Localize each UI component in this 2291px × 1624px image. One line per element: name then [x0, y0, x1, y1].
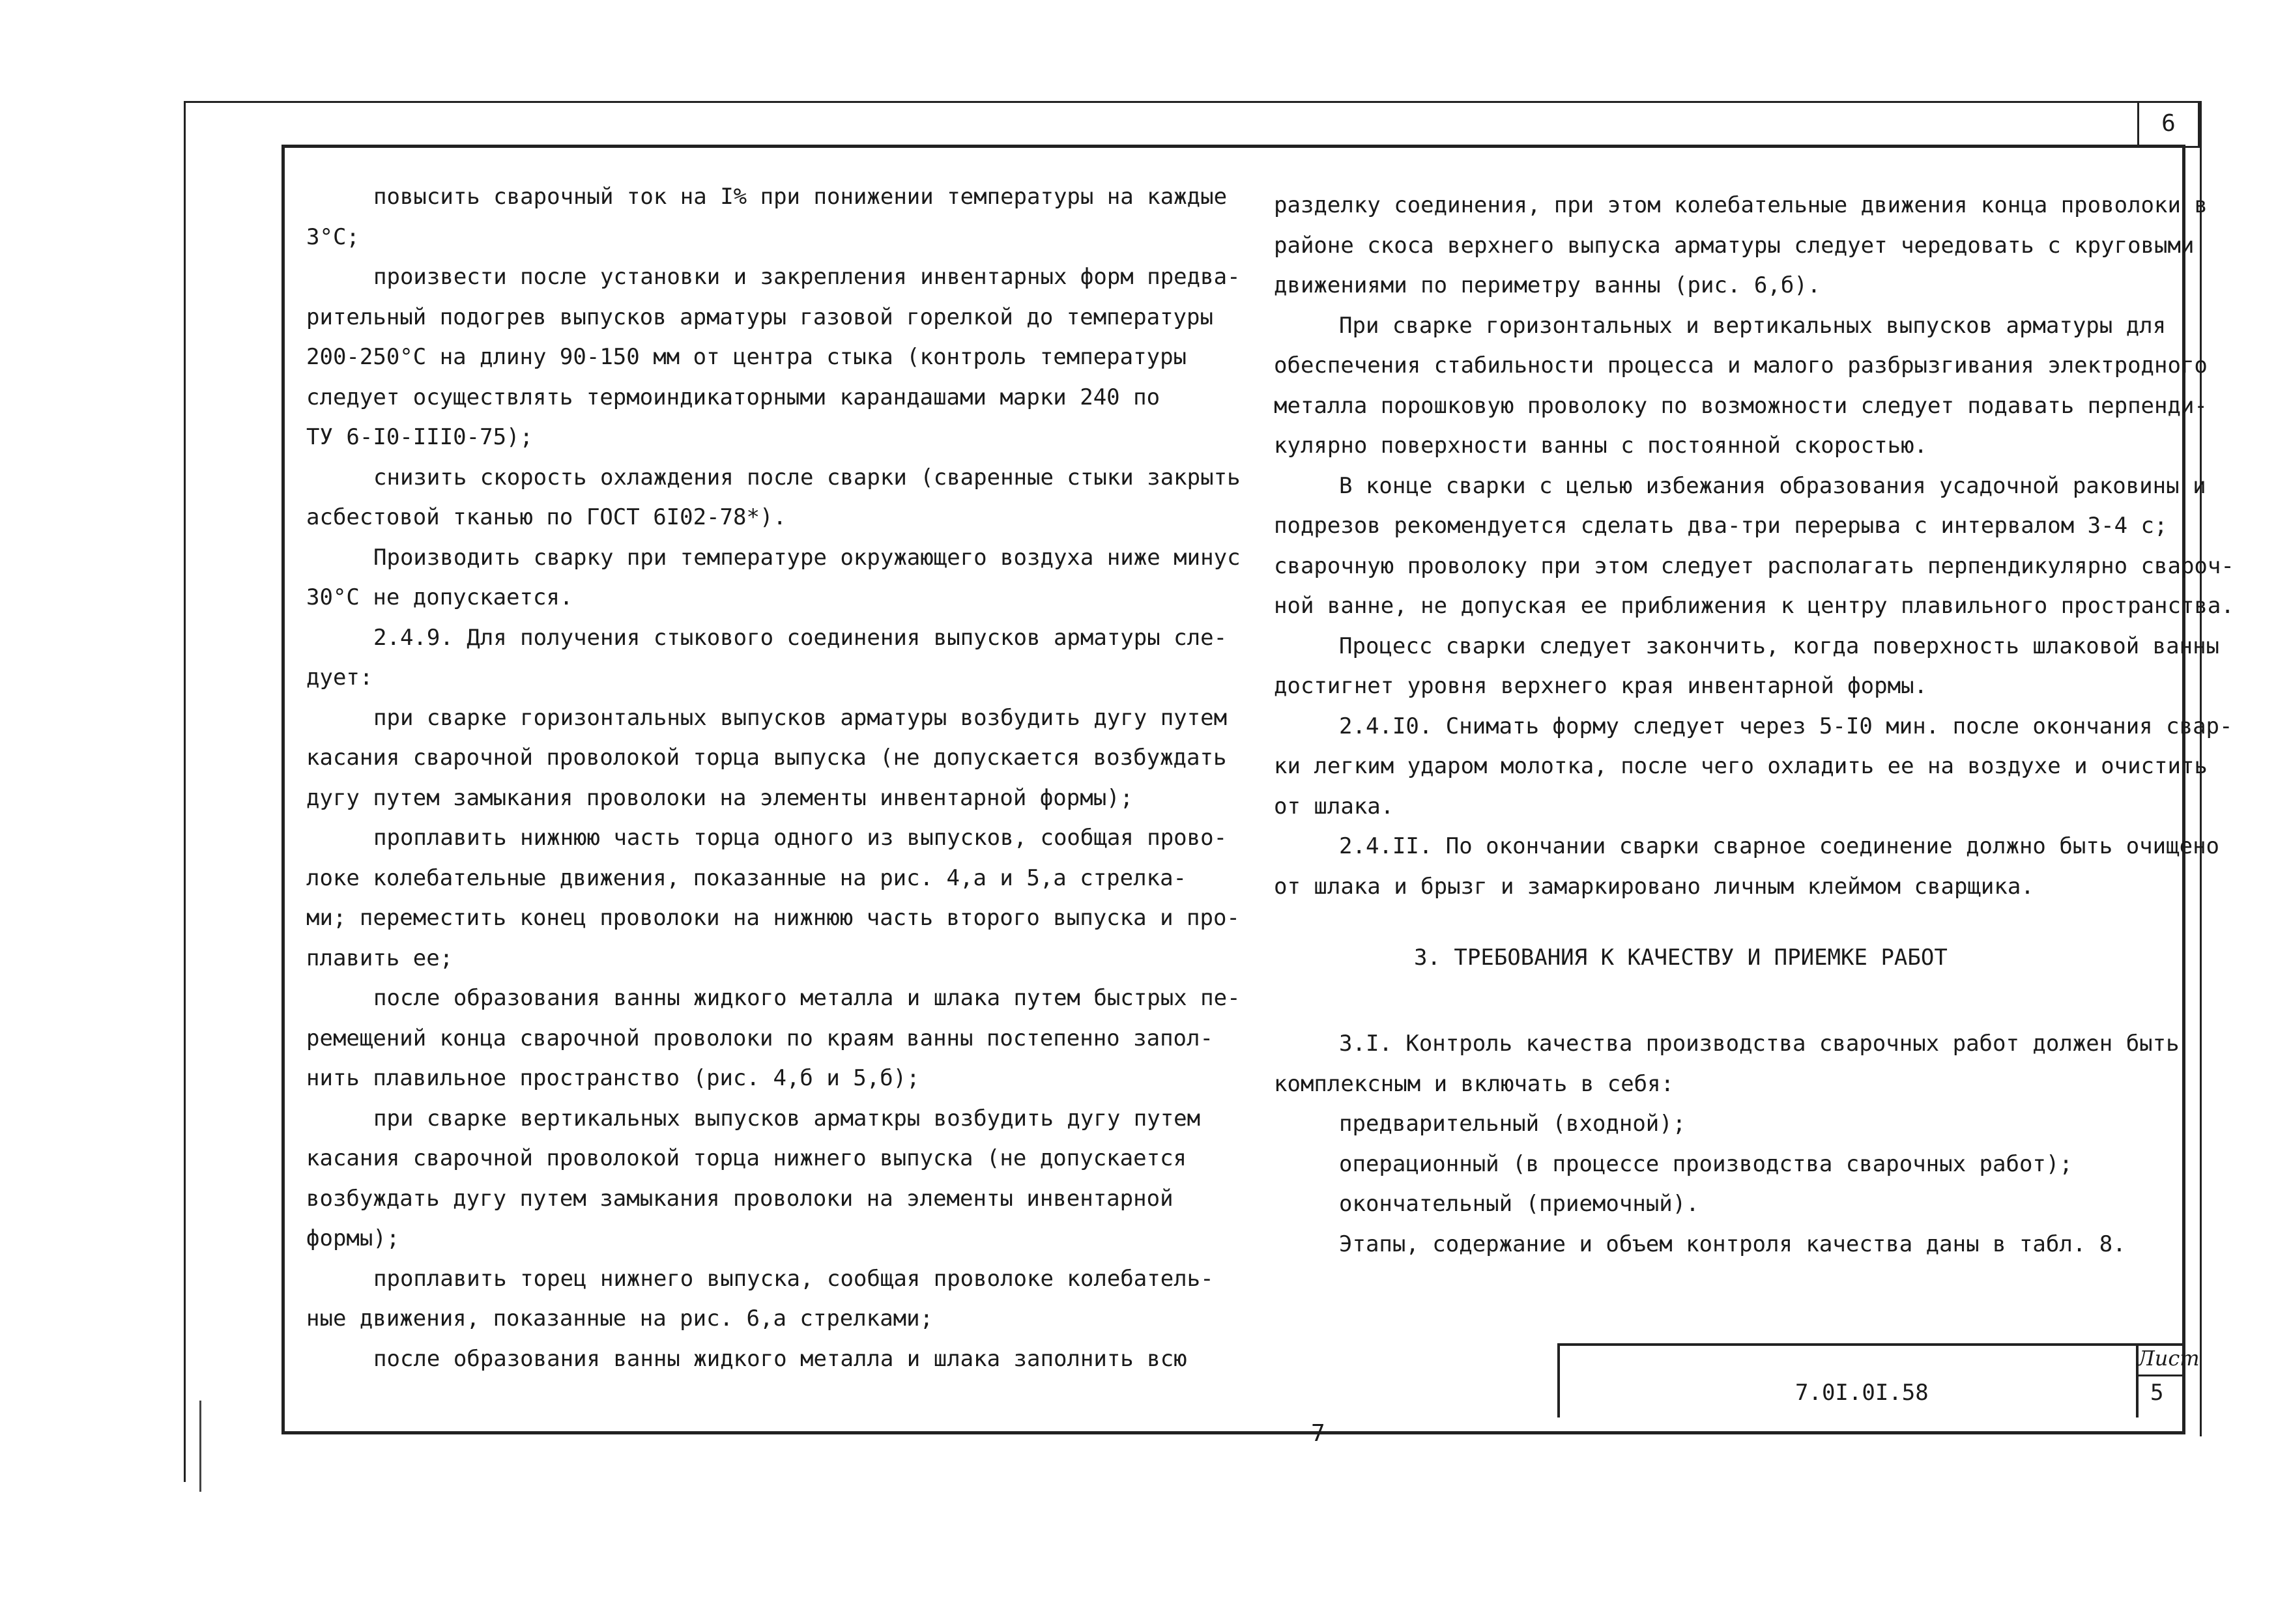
- text-line: при сварке горизонтальных выпусков арматуры возбудить дугу путем: [373, 704, 1228, 731]
- text-line: плавить ее;: [306, 945, 454, 971]
- text-line: 200-250°С на длину 90-150 мм от центра стыка (контроль температуры: [306, 344, 1187, 370]
- text-line: следует осуществлять термоиндикаторными карандашами марки 240 по: [306, 384, 1160, 410]
- section-heading: 3. ТРЕБОВАНИЯ К КАЧЕСТВУ И ПРИЕМКЕ РАБОТ: [1414, 945, 1948, 971]
- text-line: Производить сварку при температуре окружающего воздуха ниже минус: [373, 544, 1241, 571]
- text-line: ремещений конца сварочной проволоки по краям ванны постепенно запол-: [306, 1025, 1213, 1051]
- text-line: достигнет уровня верхнего края инвентарной формы.: [1274, 673, 1928, 699]
- text-line: повысить сварочный ток на I% при понижении температуры на каждые: [373, 184, 1228, 210]
- margin-tick: [199, 1401, 201, 1492]
- text-line: 2.4.II. По окончании сварки сварное соединение должно быть очищено: [1339, 833, 2220, 859]
- text-line: проплавить нижнюю часть торца одного из выпусков, сообщая прово-: [373, 825, 1228, 851]
- text-line: от шлака.: [1274, 793, 1394, 819]
- text-line: формы);: [306, 1225, 400, 1251]
- text-line: проплавить торец нижнего выпуска, сообщая проволоке колебатель-: [373, 1265, 1214, 1292]
- text-line: при сварке вертикальных выпусков арматкры возбудить дугу путем: [373, 1105, 1201, 1132]
- top-page-number: 6: [2137, 101, 2200, 148]
- text-line: 2.4.I0. Снимать форму следует через 5-I0 мин. после окончания свар-: [1339, 713, 2233, 739]
- text-line: металла порошковую проволоку по возможности следует подавать перпенди-: [1274, 392, 2208, 419]
- text-line: В конце сварки с целью избежания образования усадочной раковины и: [1339, 472, 2206, 499]
- sheet-number: 5: [2150, 1380, 2164, 1406]
- text-line: обеспечения стабильности процесса и малого разбрызгивания электродного: [1274, 352, 2208, 378]
- text-line: комплексным и включать в себя:: [1274, 1070, 1675, 1097]
- text-line: разделку соединения, при этом колебательные движения конца проволоки в: [1274, 192, 2208, 218]
- text-line: касания сварочной проволокой торца выпуска (не допускается возбуждать: [306, 745, 1227, 771]
- text-line: локе колебательные движения, показанные на рис. 4,а и 5,а стрелка-: [306, 864, 1187, 891]
- text-line: ные движения, показанные на рис. 6,а стрелками;: [306, 1305, 934, 1332]
- text-line: произвести после установки и закрепления инвентарных форм предва-: [373, 264, 1241, 290]
- text-line: кулярно поверхности ванны с постоянной скоростью.: [1274, 433, 1928, 459]
- text-line: возбуждать дугу путем замыкания проволоки на элементы инвентарной: [306, 1185, 1174, 1212]
- left-text-column: [306, 177, 1241, 1379]
- text-line: нить плавильное пространство (рис. 4,б и 5,б);: [306, 1065, 920, 1091]
- text-line: Этапы, содержание и объем контроля качества даны в табл. 8.: [1339, 1231, 2126, 1257]
- text-line: касания сварочной проволокой торца нижнего выпуска (не допускается: [306, 1145, 1187, 1171]
- right-text-column: [1274, 186, 2234, 907]
- text-line: операционный (в процессе производства сварочных работ);: [1339, 1150, 2073, 1177]
- text-line: ки легким ударом молотка, после чего охладить ее на воздухе и очистить: [1274, 753, 2208, 779]
- text-line: предварительный (входной);: [1339, 1111, 1686, 1137]
- text-line: При сварке горизонтальных и вертикальных выпусков арматуры для: [1339, 312, 2167, 339]
- text-line: снизить скорость охлаждения после сварки (сваренные стыки закрыть: [373, 464, 1241, 491]
- text-line: сварочную проволоку при этом следует располагать перпендикулярно свароч-: [1274, 552, 2234, 579]
- bottom-page-number: 7: [1311, 1420, 1325, 1447]
- text-line: 30°С не допускается.: [306, 584, 573, 610]
- text-line: 3.I. Контроль качества производства сварочных работ должен быть: [1339, 1031, 2180, 1057]
- text-line: Процесс сварки следует закончить, когда поверхность шлаковой ванны: [1339, 633, 2220, 659]
- text-line: асбестовой тканью по ГОСТ 6I02-78*).: [306, 504, 786, 530]
- text-line: после образования ванны жидкого металла и шлака путем быстрых пе-: [373, 985, 1241, 1011]
- text-line: окончательный (приемочный).: [1339, 1191, 1699, 1217]
- text-line: дугу путем замыкания проволоки на элементы инвентарной формы);: [306, 784, 1134, 811]
- text-line: ной ванне, не допуская ее приближения к центру плавильного пространства.: [1274, 593, 2234, 619]
- document-code: 7.0I.0I.58: [1795, 1380, 1929, 1406]
- text-line: ТУ 6-I0-III0-75);: [306, 424, 533, 450]
- text-line: после образования ванны жидкого металла и шлака заполнить всю: [373, 1345, 1187, 1372]
- text-line: 2.4.9. Для получения стыкового соединения выпусков арматуры сле-: [373, 624, 1228, 651]
- sheet-label: Лист: [2137, 1346, 2200, 1371]
- text-line: дует:: [306, 664, 373, 691]
- text-line: от шлака и брызг и замаркировано личным клеймом сварщика.: [1274, 873, 2034, 900]
- text-line: ми; переместить конец проволоки на нижнюю часть второго выпуска и про-: [306, 905, 1240, 931]
- text-line: движениями по периметру ванны (рис. 6,б).: [1274, 272, 1821, 298]
- text-line: районе скоса верхнего выпуска арматуры следует чередовать с круговыми: [1274, 232, 2195, 259]
- text-line: рительный подогрев выпусков арматуры газовой горелкой до температуры: [306, 304, 1213, 330]
- text-line: 3°С;: [306, 223, 360, 250]
- text-line: подрезов рекомендуется сделать два-три перерыва с интервалом 3-4 с;: [1274, 513, 2168, 539]
- section-body: [1274, 1024, 2180, 1264]
